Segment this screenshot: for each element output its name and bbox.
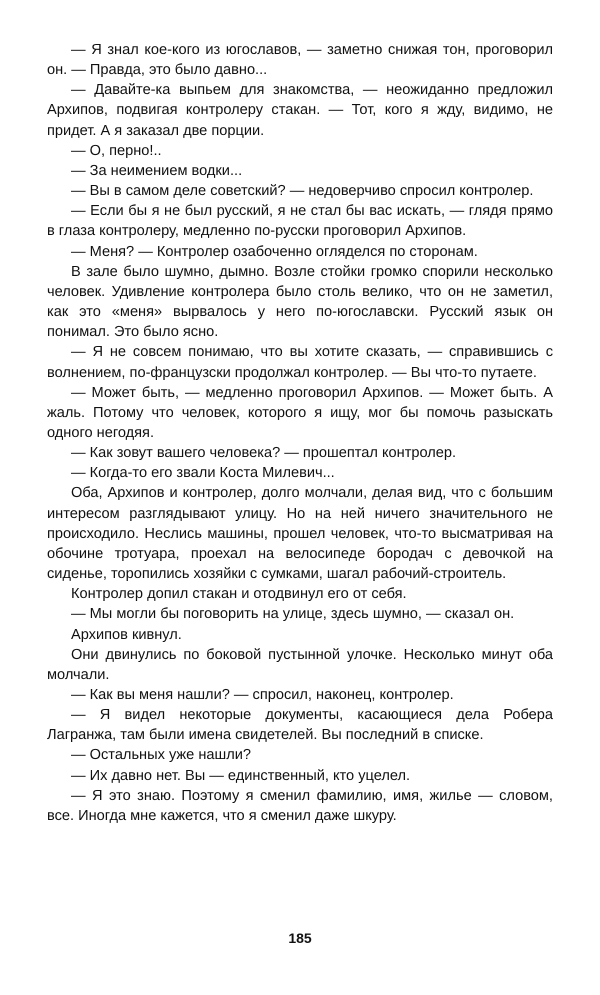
paragraph: — Если бы я не был русский, я не стал бы вас искать, — глядя прямо в глаза контролеру, медленно по-русски проговорил Архипов. bbox=[47, 203, 553, 240]
paragraph: — Мы могли бы поговорить на улице, здесь шумно, — сказал он. bbox=[71, 606, 515, 623]
paragraph: — Я не совсем понимаю, что вы хотите сказать, — справившись с волнением, по-французски продолжал контролер. — Вы что-то путаете. bbox=[47, 344, 553, 381]
book-page-text bbox=[47, 40, 553, 826]
paragraph: Контролер допил стакан и отодвинул его от себя. bbox=[71, 586, 407, 603]
paragraph: — Остальных уже нашли? bbox=[71, 747, 252, 764]
paragraph: Они двинулись по боковой пустынной улочке. Несколько минут оба молчали. bbox=[47, 646, 553, 683]
paragraph: — Вы в самом деле советский? — недоверчиво спросил контролер. bbox=[71, 183, 534, 200]
paragraph: — Может быть, — медленно проговорил Архипов. — Может быть. А жаль. Потому что человек, которого я ищу, мог бы помочь разыскать одного негодяя. bbox=[47, 384, 553, 441]
paragraph: — Я это знаю. Поэтому я сменил фамилию, имя, жилье — словом, все. Иногда мне кажется, что я сменил даже шкуру. bbox=[47, 787, 553, 824]
paragraph: — Когда-то его звали Коста Милевич... bbox=[71, 465, 335, 482]
page-number: 185 bbox=[288, 930, 312, 946]
paragraph: — За неимением водки... bbox=[71, 162, 243, 179]
paragraph: В зале было шумно, дымно. Возле стойки громко спорили несколько человек. Удивление контролера было столь велико, что он не заметил, как это «меня» вырвалось у него по-югославски. Русский язык он понимал. Это было ясно. bbox=[47, 263, 553, 341]
paragraph: — Я знал кое-кого из югославов, — заметно снижая тон, проговорил он. — Правда, это было давно... bbox=[47, 42, 553, 79]
paragraph: — Меня? — Контролер озабоченно огляделся по сторонам. bbox=[71, 243, 478, 260]
paragraph: — Как вы меня нашли? — спросил, наконец, контролер. bbox=[71, 687, 454, 703]
paragraph: — О, перно!.. bbox=[71, 142, 162, 159]
paragraph: Архипов кивнул. bbox=[71, 626, 182, 643]
paragraph: — Как зовут вашего человека? — прошептал контролер. bbox=[71, 445, 457, 462]
paragraph: — Давайте-ка выпьем для знакомства, — неожиданно предложил Архипов, подвигая контролеру стакан. — Тот, кого я жду, видимо, не придет. А я заказал две порции. bbox=[47, 82, 553, 139]
paragraph: — Я видел некоторые документы, касающиеся дела Робера Лагранжа, там были имена свидетелей. Вы последний в списке. bbox=[47, 707, 553, 744]
paragraph: Оба, Архипов и контролер, долго молчали, делая вид, что с большим интересом разглядывают улицу. Но на ней ничего значительного не происходило. Неслись машины, прошел человек, что-то высматривая на обочине тротуара, проехал на велосипеде бородач с девочкой на сиденье, торопились хозяйки с сумками, шагал рабочий-строитель. bbox=[47, 485, 553, 583]
paragraph: — Их давно нет. Вы — единственный, кто уцелел. bbox=[71, 767, 411, 784]
